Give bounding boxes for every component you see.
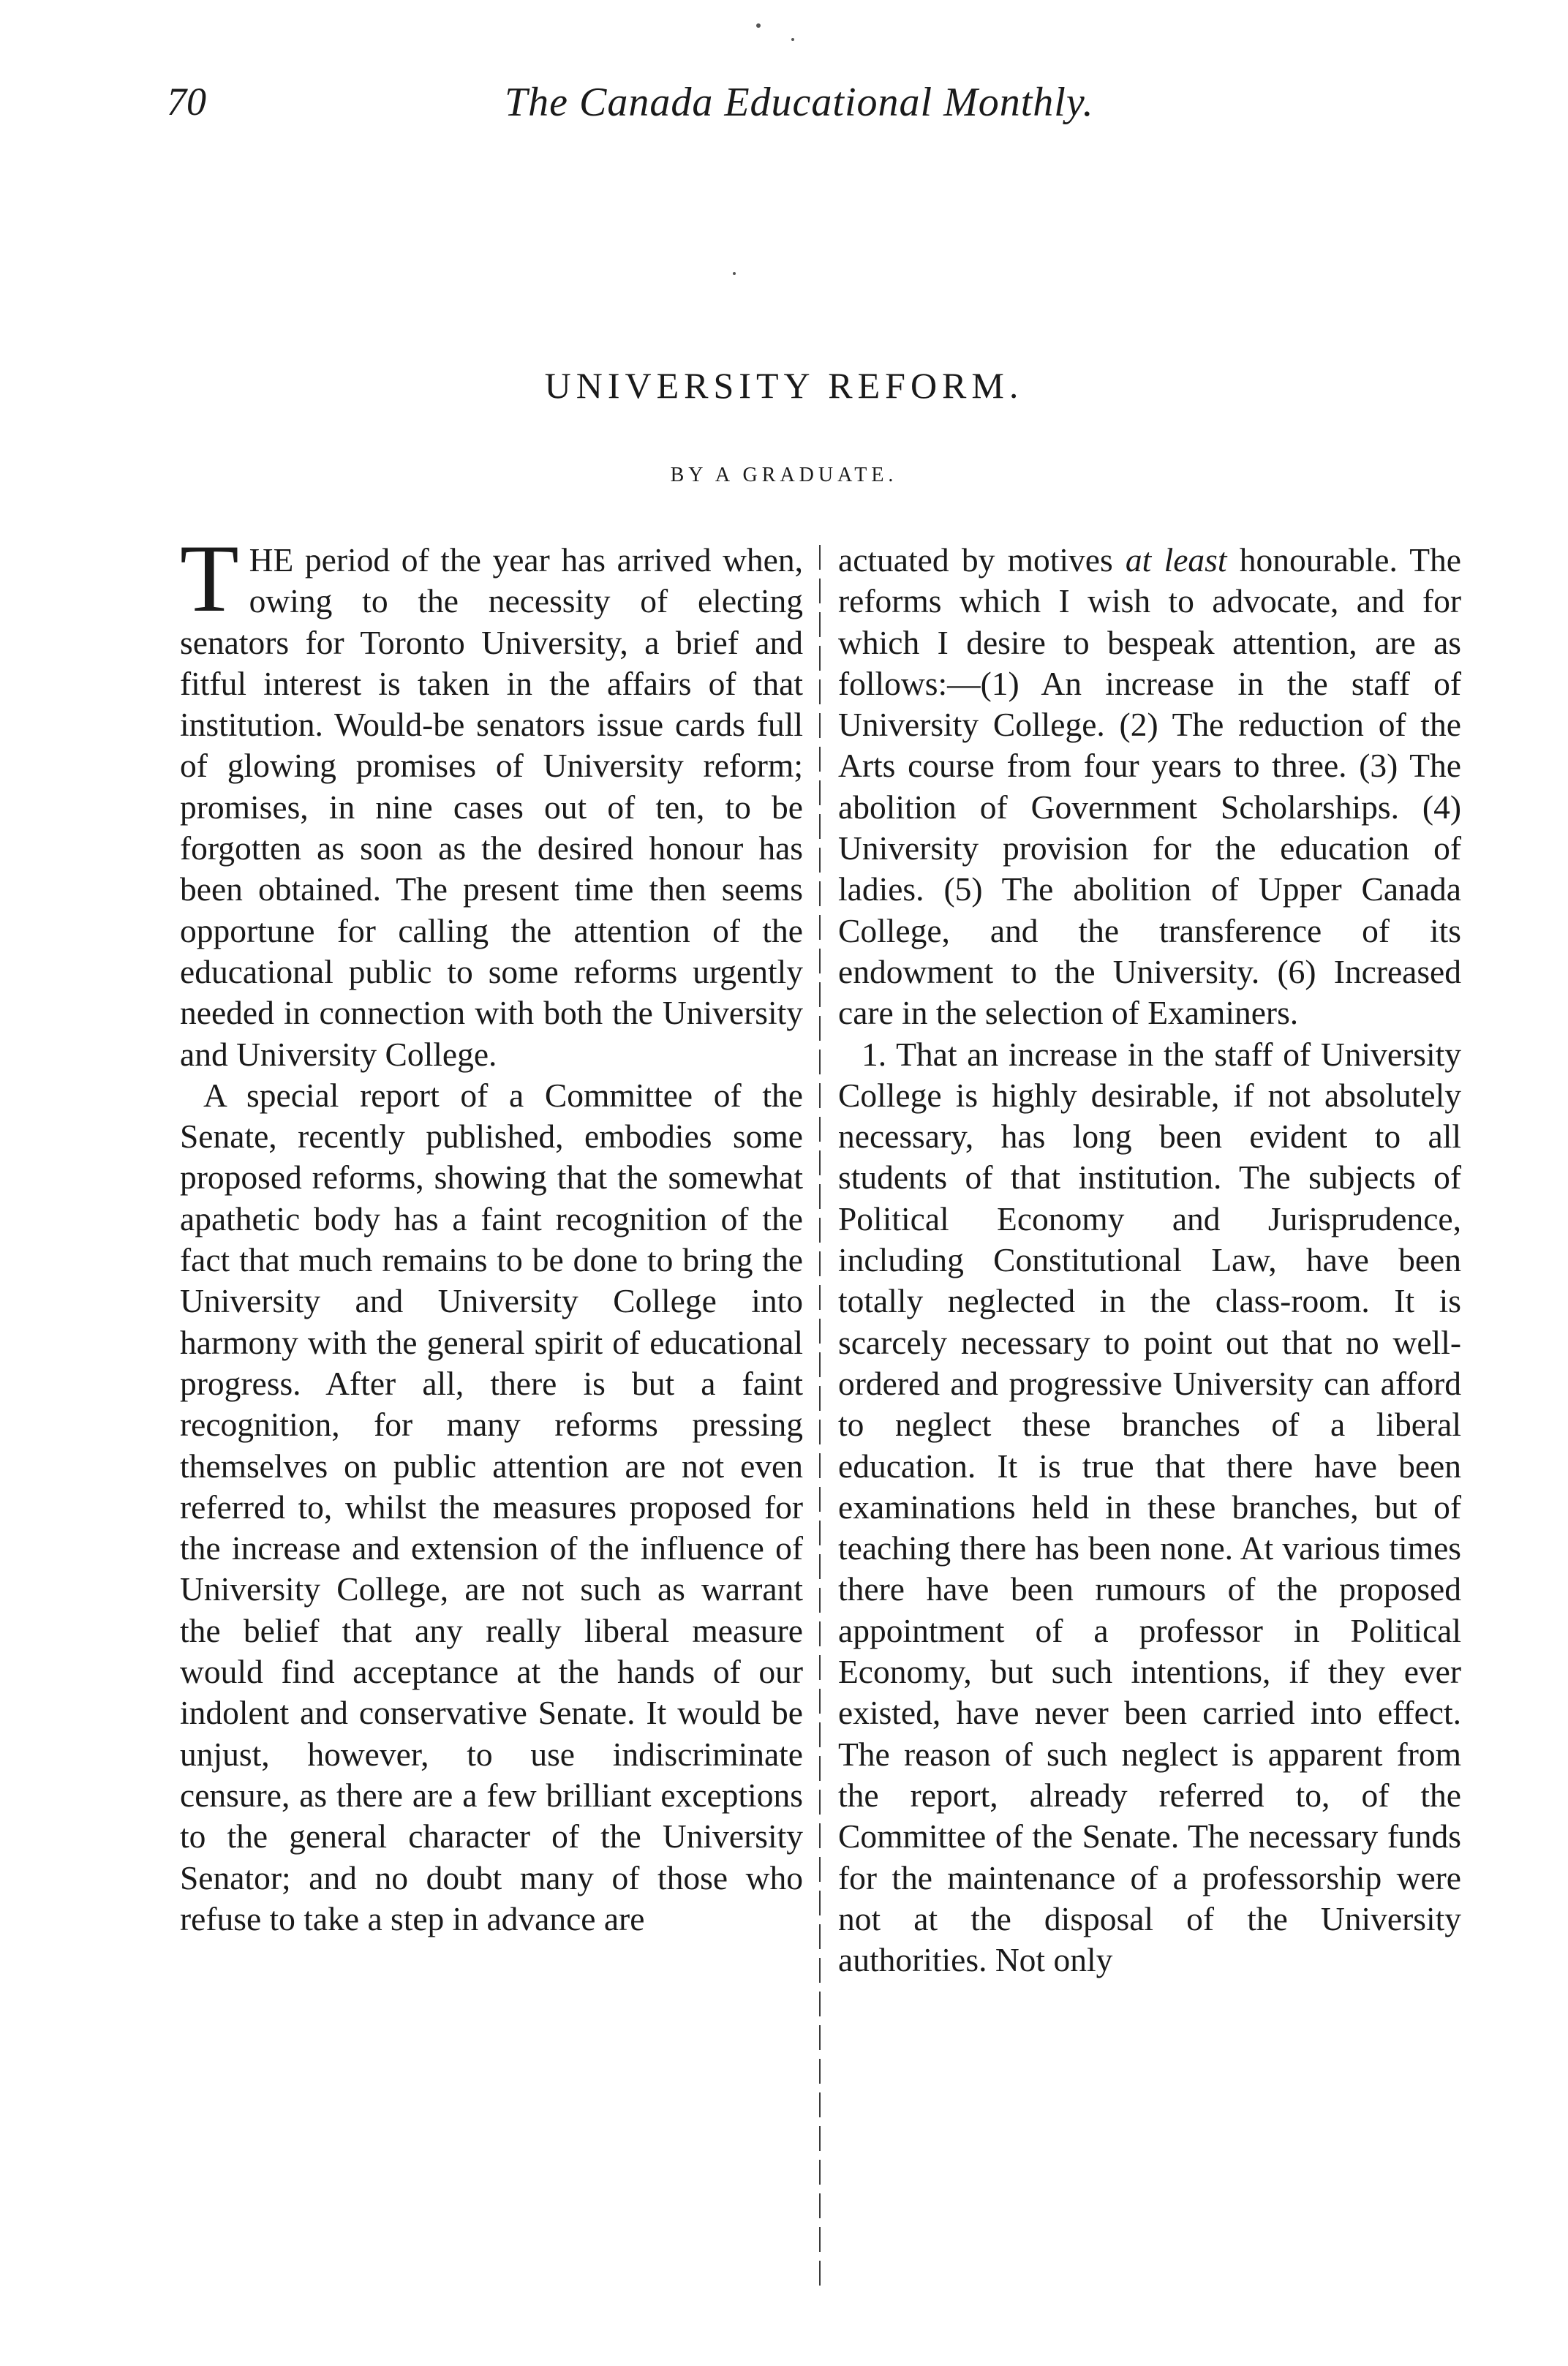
paragraph (838, 540, 1461, 1034)
paragraph: 1. That an increase in the staff of University College is highly desirable, if not absolutely necessary, has long been evident to all students of that institution. The subjects of Political Economy and Jurisprudence, including Constitutional Law, have been totally neglected in the class-room. It is scarcely necessary to point out that no well-ordered and progressive University can afford to neglect these branches of a liberal education. It is true that there have been examinations held in these branches, but of teaching there has been none. At various times there have been rumours of the proposed appointment of a professor in Political Economy, but such intentions, if they ever existed, have never been carried into effect. The reason of such neglect is apparent from the report, already referred to, of the Committee of the Senate. The necessary funds for the maintenance of a professorship were not at the disposal of the University authorities. Not only (838, 1035, 1461, 1979)
right-column (838, 540, 1461, 1981)
running-head: The Canada Educational Monthly. (505, 80, 1094, 125)
emphasis-text: at least (1125, 541, 1227, 579)
left-column (180, 524, 803, 1940)
page-number: 70 (167, 80, 206, 124)
paragraph-text: actuated by motives (838, 541, 1126, 579)
paragraph: A special report of a Committee of the Senate, recently published, embodies some proposed reforms, showing that the somewhat apathetic body has a faint recognition of the fact that much remains to be done to bring the University and University College into harmony with the general spirit of educational progress. After all, there is but a faint recognition, for many reforms pressing themselves on public attention are not even referred to, whilst the measures proposed for the increase and extension of the influence of University College, are not such as warrant the belief that any really liberal measure would find acceptance at the hands of our indolent and conservative Senate. It would be unjust, however, to use indiscriminate censure, as there are a few brilliant exceptions to the general character of the University Senator; and no doubt many of those who refuse to take a step in advance are (180, 1076, 803, 1937)
print-speck (756, 23, 761, 28)
print-speck (733, 272, 736, 275)
paragraph-text: honourable. The reforms which I wish to advocate, and for which I desire to bespeak attention, are as follows:—(1) An increase in the staff of University College. (2) The reduction of the Arts course from four years to three. (3) The abolition of Government Scholarships. (4) University provision for the education of ladies. (5) The abolition of Upper Canada College, and the transference of its endowment to the University. (6) Increased care in the selection of Examiners. (838, 541, 1462, 1032)
paragraph (180, 524, 803, 1075)
column-rule (819, 545, 821, 2289)
drop-cap: T (180, 524, 239, 632)
article-byline: BY A GRADUATE. (670, 464, 898, 486)
paragraph-text: HE period of the year has arrived when, owing to the necessity of electing senators for Toronto University, a brief and fitful interest is taken in the affairs of that institution. Would-be senators issue cards full of glowing promises of University reform; promises, in nine cases out of ten, to be forgotten as soon as the desired honour has been obtained. The present time then seems opportune for calling the attention of the educational public to some reforms urgently needed in connection with both the University and University College. (180, 541, 803, 1073)
article-title: UNIVERSITY REFORM. (544, 365, 1024, 406)
print-speck (791, 38, 794, 41)
